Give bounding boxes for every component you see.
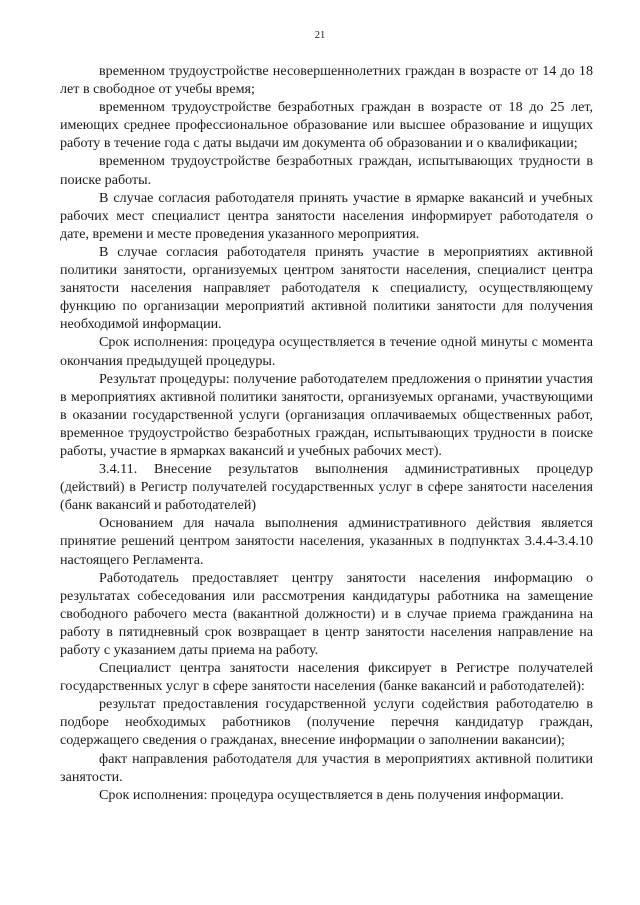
paragraph: В случае согласия работодателя принять участие в ярмарке вакансий и учебных рабочих мест специалист центра занятости населения информирует работодателя о дате, времени и месте проведения указанного мероприятия. (60, 189, 593, 242)
paragraph: Специалист центра занятости населения фиксирует в Регистре получателей государственных услуг в сфере занятости населения (банке вакансий и работодателей): (60, 660, 593, 695)
document-body (60, 62, 593, 804)
paragraph: временном трудоустройстве безработных граждан в возрасте от 18 до 25 лет, имеющих среднее профессиональное образование или высшее образование и ищущих работу в течение года с даты выдачи им документа об образовании и о квалификации; (60, 99, 593, 152)
paragraph: временном трудоустройстве несовершеннолетних граждан в возрасте от 14 до 18 лет в свободное от учебы время; (60, 63, 593, 98)
paragraph: Работодатель предоставляет центру занятости населения информацию о результатах собеседования или рассмотрения кандидатуры работника на замещение свободного рабочего места (вакантной должности) и в случае приема гражданина на работу в пятидневный срок возвращает в центр занятости населения направление на работу с указанием даты приема на работу. (60, 569, 593, 658)
paragraph: В случае согласия работодателя принять участие в мероприятиях активной политики занятости, организуемых центром занятости населения, специалист центра занятости населения направляет работодателя к специалисту, осуществляющему функцию по организации мероприятий активной политики занятости для получения необходимой информации. (60, 243, 593, 333)
paragraph: Результат процедуры: получение работодателем предложения о принятии участия в мероприятиях активной политики занятости, организуемых органами, участвующими в оказании государственной услуги (организация оплачиваемых общественных работ, временное трудоустройство безработных граждан, испытывающих трудности в поиске работы, участие в ярмарках вакансий и учебных рабочих мест). (60, 370, 593, 459)
paragraph: результат предоставления государственной услуги содействия работодателю в подборе необходимых работников (получение перечня кандидатур граждан, содержащего сведения о гражданах, внесение информации о заполнении вакансии); (60, 696, 593, 749)
paragraph: временном трудоустройстве безработных граждан, испытывающих трудности в поиске работы. (60, 153, 593, 188)
section-heading-paragraph: 3.4.11. Внесение результатов выполнения административных процедур (действий) в Регистр получателей государственных услуг в сфере занятости населения (банк вакансий и работодателей) (60, 461, 593, 514)
page-number: 21 (314, 30, 326, 41)
paragraph: Срок исполнения: процедура осуществляется в течение одной минуты с момента окончания предыдущей процедуры. (60, 334, 593, 369)
paragraph: Срок исполнения: процедура осуществляется в день получения информации. (99, 786, 564, 803)
paragraph: факт направления работодателя для участия в мероприятиях активной политики занятости. (60, 750, 593, 785)
paragraph: Основанием для начала выполнения административного действия является принятие решений центром занятости населения, указанных в подпунктах 3.4.4-3.4.10 настоящего Регламента. (60, 515, 593, 568)
